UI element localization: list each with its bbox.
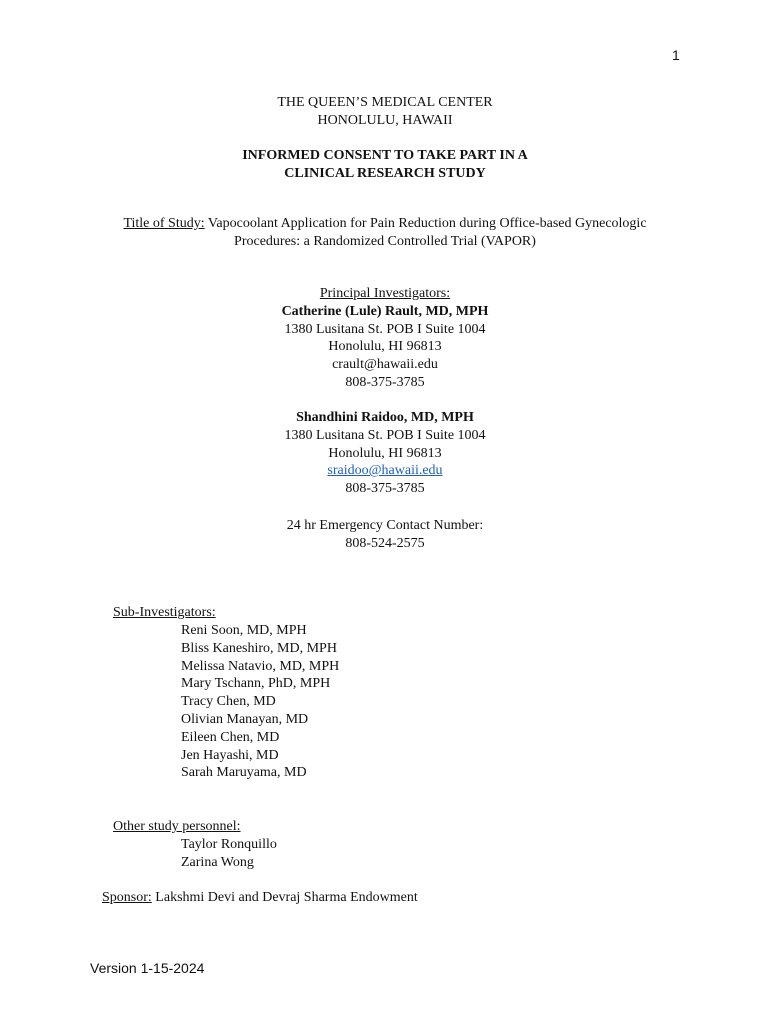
list-item: Melissa Natavio, MD, MPH [181,658,340,674]
emergency-number: 808-524-2575 [345,535,425,551]
study-title-text-1: Vapocoolant Application for Pain Reduction during Office-based Gynecologic [204,216,647,231]
list-item: Jen Hayashi, MD [181,747,279,763]
list-item: Zarina Wong [181,854,254,870]
principal-investigator-2 [0,409,770,498]
pi1-email: crault@hawaii.edu [332,357,438,373]
consent-title-line1: INFORMED CONSENT TO TAKE PART IN A [242,148,528,163]
sub-investigators-label: Sub-Investigators: [113,605,216,620]
list-item: Bliss Kaneshiro, MD, MPH [181,640,337,656]
list-item: Taylor Ronquillo [181,837,277,852]
list-item: Tracy Chen, MD [181,694,276,710]
pi1-phone: 808-375-3785 [345,374,425,390]
emergency-contact [0,517,770,553]
pi1-name: Catherine (Lule) Rault, MD, MPH [281,303,489,319]
study-title-text-2: Procedures: a Randomized Controlled Trial (VAPOR) [234,233,536,249]
consent-title-line2: CLINICAL RESEARCH STUDY [284,165,486,181]
pi2-phone: 808-375-3785 [345,481,425,497]
page-number: 1 [672,47,680,63]
list-item: Sarah Maruyama, MD [181,765,307,781]
other-personnel-label: Other study personnel: [113,819,241,834]
document-header [0,94,770,130]
emergency-label: 24 hr Emergency Contact Number: [286,518,484,533]
consent-title [0,147,770,183]
pi2-name: Shandhini Raidoo, MD, MPH [296,410,474,425]
list-item: Mary Tschann, PhD, MPH [181,676,331,692]
sponsor-label: Sponsor: [102,890,152,905]
study-title-label: Title of Study: [123,216,205,231]
sub-investigators-list [181,622,339,782]
study-title-block [60,215,710,251]
list-item: Olivian Manayan, MD [181,711,309,727]
pi1-city: Honolulu, HI 96813 [328,339,442,355]
list-item: Reni Soon, MD, MPH [181,623,307,638]
pi2-city: Honolulu, HI 96813 [328,445,442,461]
principal-investigators-label: Principal Investigators: [319,286,451,301]
organization-name: THE QUEEN’S MEDICAL CENTER [277,95,493,110]
organization-location: HONOLULU, HAWAII [317,112,453,128]
pi2-address: 1380 Lusitana St. POB I Suite 1004 [284,427,486,443]
version-footer: Version 1-15-2024 [90,960,205,976]
other-personnel-list [181,836,277,872]
pi2-email-link[interactable]: sraidoo@hawaii.edu [327,463,443,479]
sponsor-value: Lakshmi Devi and Devraj Sharma Endowment [151,890,418,905]
principal-investigator-1 [0,285,770,392]
pi1-address: 1380 Lusitana St. POB I Suite 1004 [284,321,486,337]
sponsor-line [102,890,418,906]
list-item: Eileen Chen, MD [181,729,280,745]
